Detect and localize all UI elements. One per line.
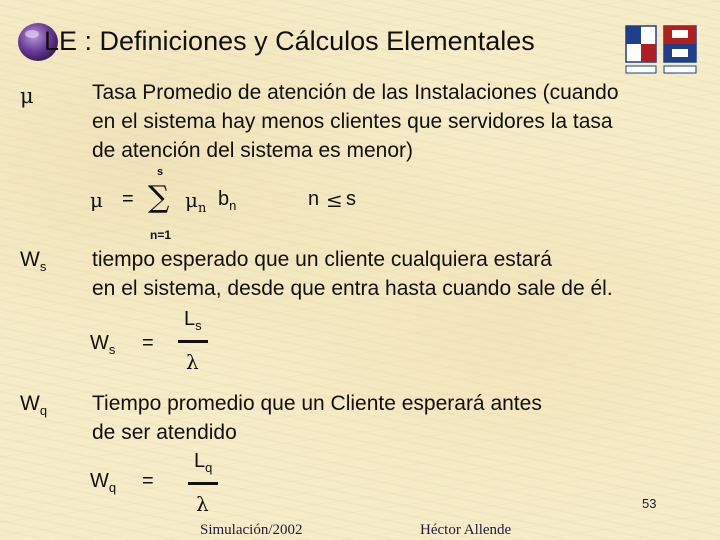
- mu-formula-lhs: μ: [90, 188, 103, 212]
- wq-line-2: de ser atendido: [92, 421, 237, 444]
- ws-formula-lhs: $W_s$: [90, 332, 116, 357]
- wq-denominator: λ: [196, 492, 209, 516]
- wq-fraction-bar: [188, 482, 218, 485]
- mu-line-1: Tasa Promedio de atención de las Instalaciones (cuando: [92, 81, 619, 104]
- sum-term-mu: $\mu_n$: [185, 188, 207, 216]
- ws-denominator: λ: [186, 350, 199, 374]
- sum-sign: ∑: [148, 180, 170, 215]
- wq-formula: [90, 450, 250, 522]
- sum-lower-limit: n=1: [150, 228, 172, 242]
- sum-upper-limit: s: [157, 166, 164, 178]
- mu-description: [92, 78, 712, 165]
- university-crest-icon: [624, 20, 700, 80]
- footer-course: Simulación/2002: [200, 522, 303, 538]
- mu-formula-equals: =: [122, 188, 134, 210]
- sum-term-b: $b_n$: [218, 188, 237, 213]
- ws-numerator: $L_s$: [184, 308, 202, 333]
- ws-description: [92, 245, 712, 303]
- wq-description: [92, 389, 712, 447]
- wq-numerator: $L_q$: [194, 450, 213, 475]
- ws-line-2: en el sistema, desde que entra hasta cuando sale de él.: [92, 277, 613, 300]
- page-title: LE : Definiciones y Cálculos Elementales: [44, 26, 535, 56]
- ws-line-1: tiempo esperado que un cliente cualquiera estará: [92, 248, 552, 271]
- condition-s: s: [346, 188, 356, 210]
- wq-formula-lhs: $W_q$: [90, 470, 117, 495]
- wq-bullet: $W_q$: [20, 392, 48, 418]
- ws-fraction-bar: [178, 340, 208, 343]
- mu-line-2: en el sistema hay menos clientes que servidores la tasa: [92, 110, 613, 133]
- condition-n: n: [308, 188, 320, 210]
- mu-line-3: de atención del sistema es menor): [92, 139, 413, 162]
- wq-line-1: Tiempo promedio que un Cliente esperará antes: [92, 392, 542, 415]
- ws-formula-equals: =: [142, 332, 154, 354]
- ws-formula: [90, 306, 250, 378]
- ws-bullet: $W_s$: [20, 248, 47, 274]
- mu-bullet: μ: [20, 84, 34, 108]
- page-number: 53: [642, 496, 657, 511]
- footer-author: Héctor Allende: [420, 522, 512, 538]
- wq-formula-equals: =: [142, 470, 154, 492]
- condition-leq: ≤: [326, 188, 343, 212]
- mu-formula: [90, 166, 390, 246]
